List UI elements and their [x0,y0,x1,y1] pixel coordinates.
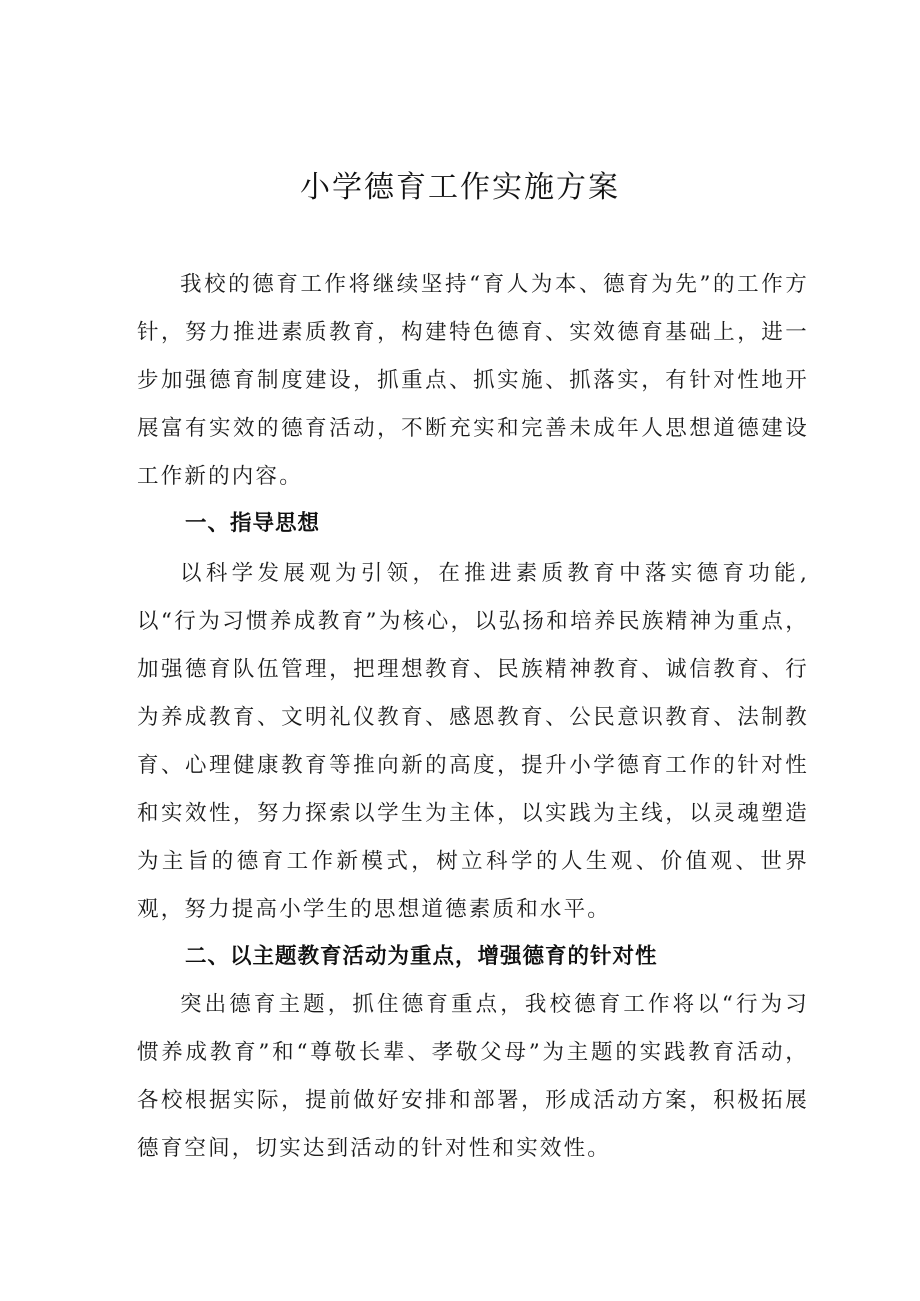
section-heading-theme-education: 二、以主题教育活动为重点，增强德育的针对性 [185,944,658,969]
section-body-theme-education: 突出德育主题，抓住德育重点，我校德育工作将以“行为习惯养成教育”和“尊敬长辈、孝敬父母”为主题的实践教育活动，各校根据实际，提前做好安排和部署，形成活动方案，积极拓展德育空间，切实达到活动的针对性和实效性。 [137,992,809,1161]
intro-paragraph: 我校的德育工作将继续坚持“育人为本、德育为先”的工作方针，努力推进素质教育，构建特色德育、实效德育基础上，进一步加强德育制度建设，抓重点、抓实施、抓落实，有针对性地开展富有实效的德育活动，不断充实和完善未成年人思想道德建设工作新的内容。 [137,272,809,489]
section-heading-guiding-ideology: 一、指导思想 [185,511,321,536]
section-body-guiding-ideology: 以科学发展观为引领，在推进素质教育中落实德育功能,以“行为习惯养成教育”为核心，以弘扬和培养民族精神为重点，加强德育队伍管理，把理想教育、民族精神教育、诚信教育、行为养成教育、文明礼仪教育、感恩教育、公民意识教育、法制教育、心理健康教育等推向新的高度，提升小学德育工作的针对性和实效性，努力探索以学生为主体，以实践为主线，以灵魂塑造为主旨的德育工作新模式，树立科学的人生观、价值观、世界观，努力提高小学生的思想道德素质和水平。 [137,561,809,922]
document-title: 小学德育工作实施方案 [300,170,620,205]
